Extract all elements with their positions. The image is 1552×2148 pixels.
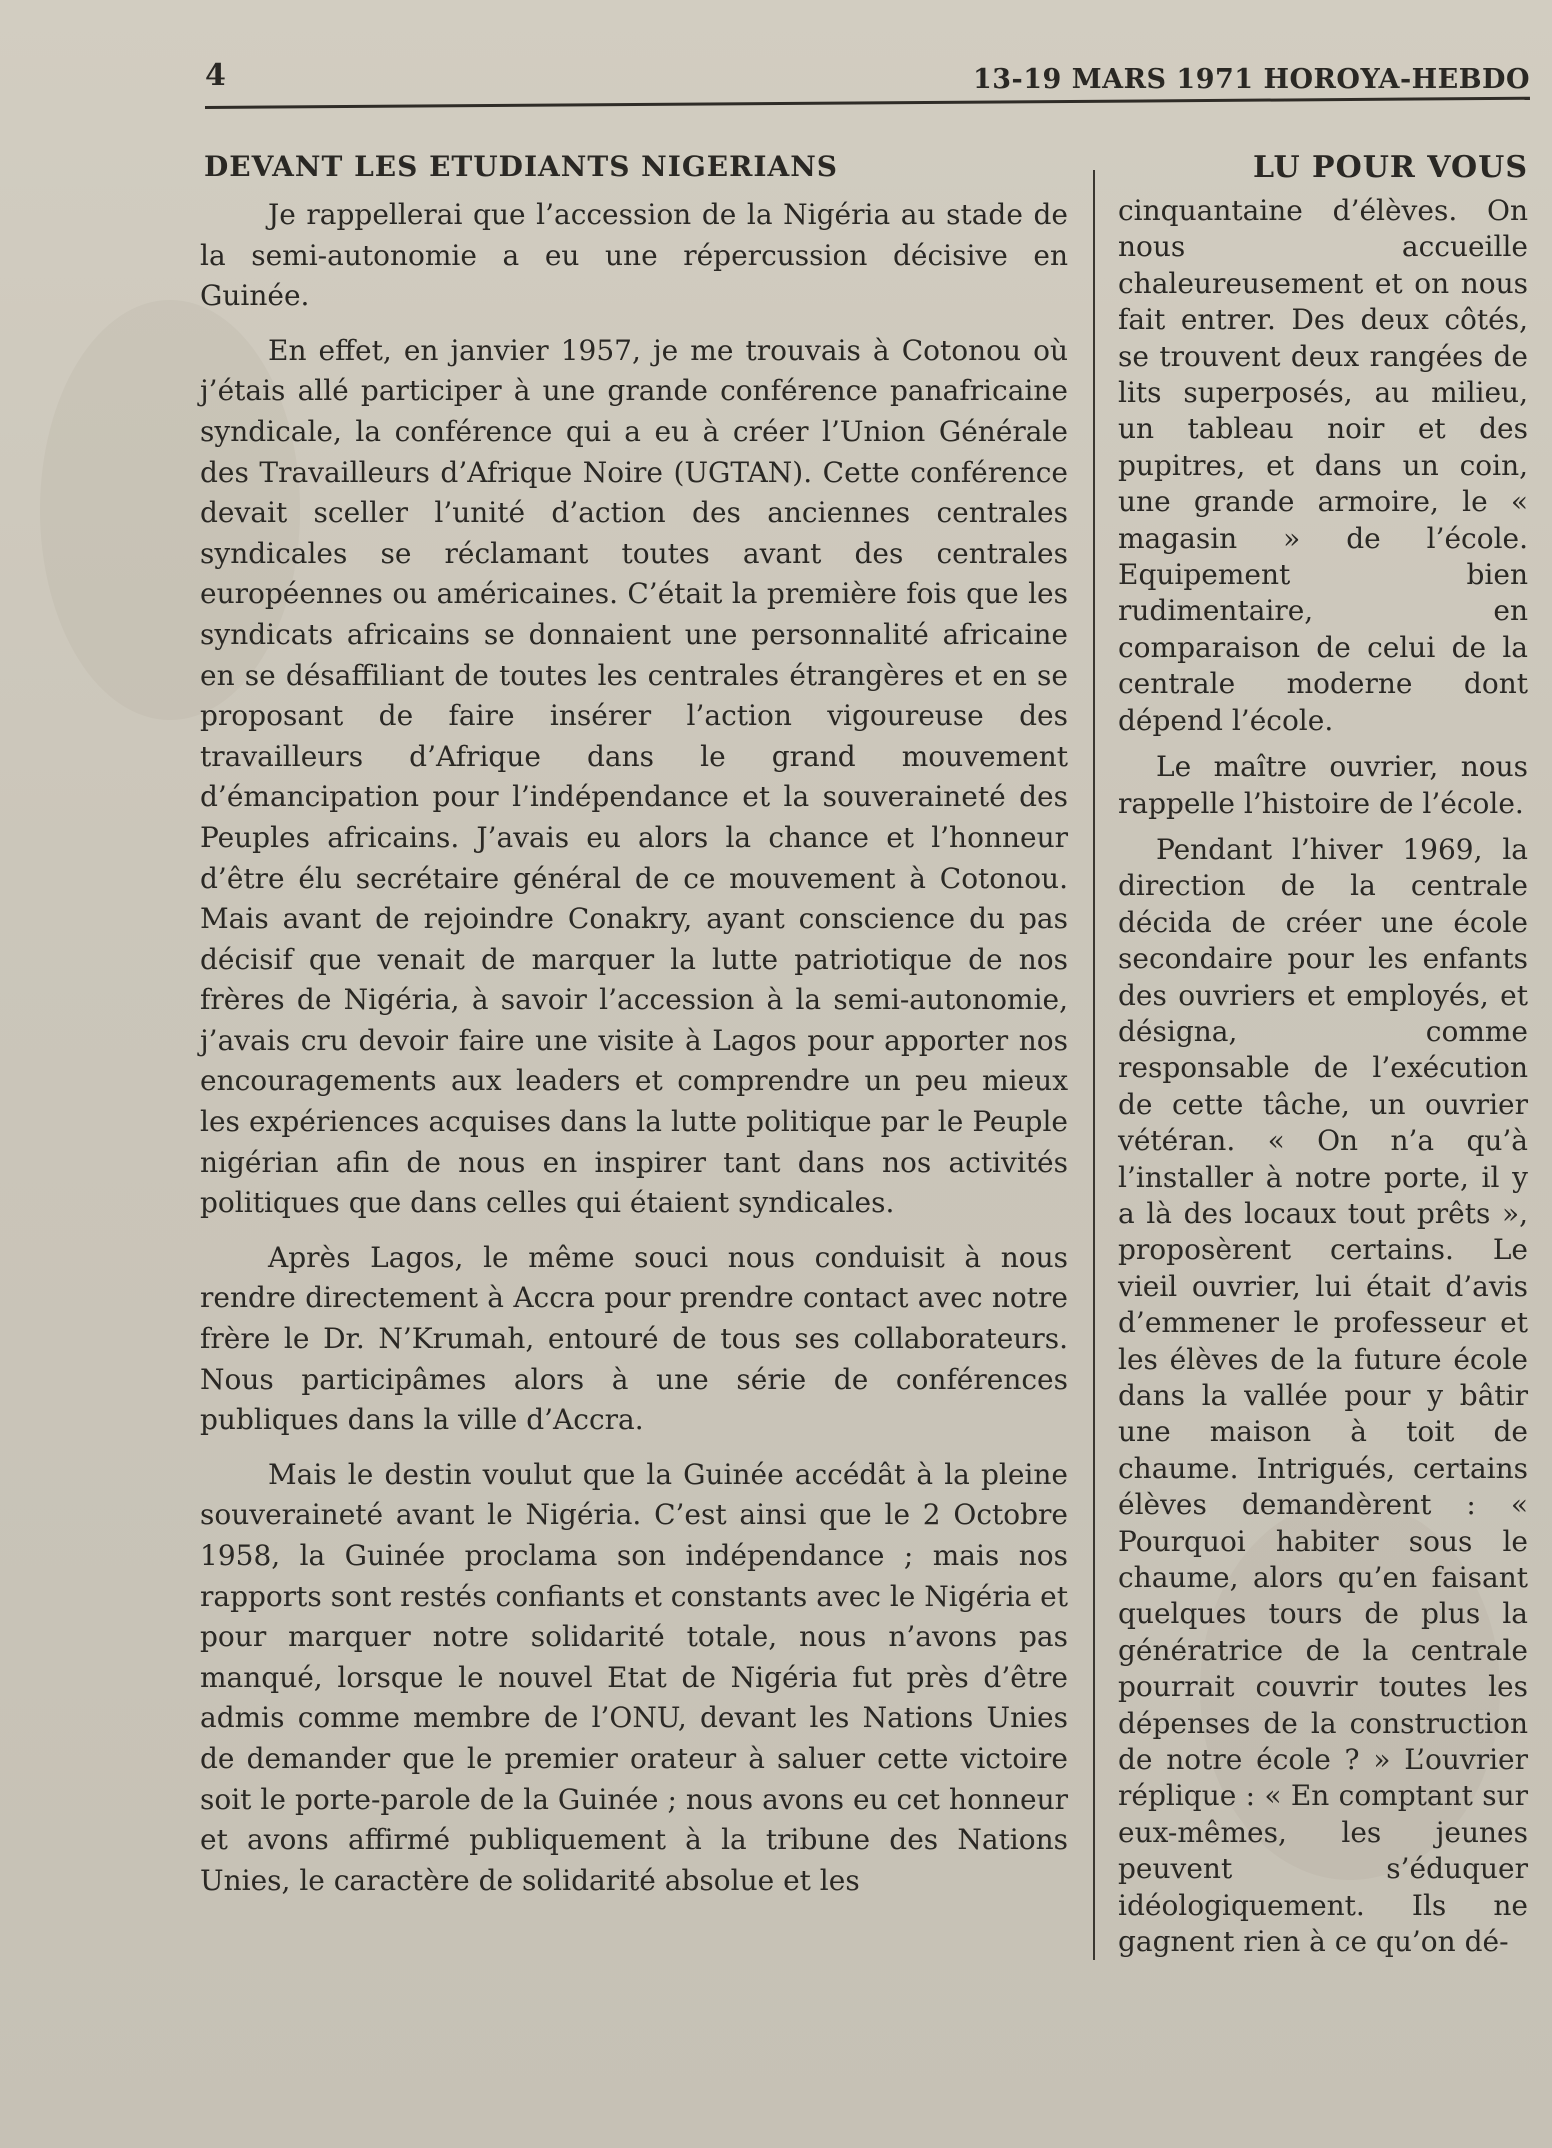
left-paragraph: Je rappellerai que l’accession de la Nigéria au stade de la semi-autonomie a eu une répercussion décisive en Guinée. bbox=[200, 198, 1068, 313]
right-article-title: LU POUR VOUS bbox=[1253, 150, 1528, 185]
right-paragraph: cinquantaine d’élèves. On nous accueille chaleureusement et on nous fait entrer. Des deux côtés, se trouvent deux rangées de lits superposés, au milieu, un tableau noir et des pupitres, et dans un coin, une grande armoire, le « magasin » de l’école. Equipement bien rudimentaire, en comparaison de celui de la centrale moderne dont dépend l’école. bbox=[1118, 194, 1528, 737]
right-paragraph: Le maître ouvrier, nous rappelle l’histoire de l’école. bbox=[1118, 750, 1528, 820]
right-paragraph: Pendant l’hiver 1969, la direction de la centrale décida de créer une école secondaire pour les enfants des ouvriers et employés, et désigna, comme responsable de l’exécution de cette tâche, un ouvrier vétéran. « On n’a qu’à l’installer à notre porte, il y a là des locaux tout prêts », proposèrent certains. Le vieil ouvrier, lui était d’avis d’emmener le professeur et les élèves de la future école dans la vallée pour y bâtir une maison à toit de chaume. Intrigués, certains élèves demandèrent : « Pourquoi habiter sous le chaume, alors qu’en faisant quelques tours de plus la génératrice de la centrale pourrait couvrir toutes les dépenses de la construction de notre école ? » L’ouvrier réplique : « En comptant sur eux-mêmes, les jeunes peuvent s’éduquer idéologiquement. Ils ne gagnent rien à ce qu’on dé- bbox=[1118, 832, 1528, 1959]
page-number: 4 bbox=[205, 58, 226, 93]
left-paragraph: Mais le destin voulut que la Guinée accédât à la pleine souveraineté avant le Nigéria. C’est ainsi que le 2 Octobre 1958, la Guinée proclama son indépendance ; mais nos rapports sont restés confiants et constants avec le Nigéria et pour marquer notre solidarité totale, nous n’avons pas manqué, lorsque le nouvel Etat de Nigéria fut près d’être admis comme membre de l’ONU, devant les Nations Unies de demander que le premier orateur à saluer cette victoire soit le porte-parole de la Guinée ; nous avons eu cet honneur et avons affirmé publiquement à la tribune des Nations Unies, le caractère de solidarité absolue et les bbox=[200, 1457, 1068, 1897]
left-article-title: DEVANT LES ETUDIANTS NIGERIANS bbox=[204, 150, 839, 183]
left-paragraph: En effet, en janvier 1957, je me trouvais à Cotonou où j’étais allé participer à une grande conférence panafricaine syndicale, la conférence qui a eu à créer l’Union Générale des Travailleurs d’Afrique Noire (UGTAN). Cette conférence devait sceller l’unité d’action des anciennes centrales syndicales se réclamant toutes avant des centrales européennes ou américaines. C’était la première fois que les syndicats africains se donnaient une personnalité africaine en se désaffiliant de toutes les centrales étrangères et en se proposant de faire insérer l’action vigoureuse des travailleurs d’Afrique dans le grand mouvement d’émancipation pour l’indépendance et la souveraineté des Peuples africains. J’avais eu alors la chance et l’honneur d’être élu secrétaire général de ce mouvement à Cotonou. Mais avant de rejoindre Conakry, ayant conscience du pas décisif que venait de marquer la lutte patriotique de nos frères de Nigéria, à savoir l’accession à la semi-autonomie, j’avais cru devoir faire une visite à Lagos pour apporter nos encouragements aux leaders et comprendre un peu mieux les expériences acquises dans la lutte politique par le Peuple nigérian afin de nous en inspirer tant dans nos activités politiques que dans celles qui étaient syndicales. bbox=[200, 333, 1068, 1220]
column-divider bbox=[1093, 170, 1095, 1960]
left-paragraph: Après Lagos, le même souci nous conduisit à nous rendre directement à Accra pour prendre contact avec notre frère le Dr. N’Krumah, entouré de tous ses collaborateurs. Nous participâmes alors à une série de conférences publiques dans la ville d’Accra. bbox=[200, 1240, 1068, 1437]
header-rule bbox=[205, 97, 1530, 109]
issue-line: 13-19 MARS 1971 HOROYA-HEBDO bbox=[972, 64, 1530, 95]
left-article bbox=[200, 150, 1068, 1915]
page-header bbox=[205, 58, 1530, 116]
right-article bbox=[1118, 150, 1528, 1963]
